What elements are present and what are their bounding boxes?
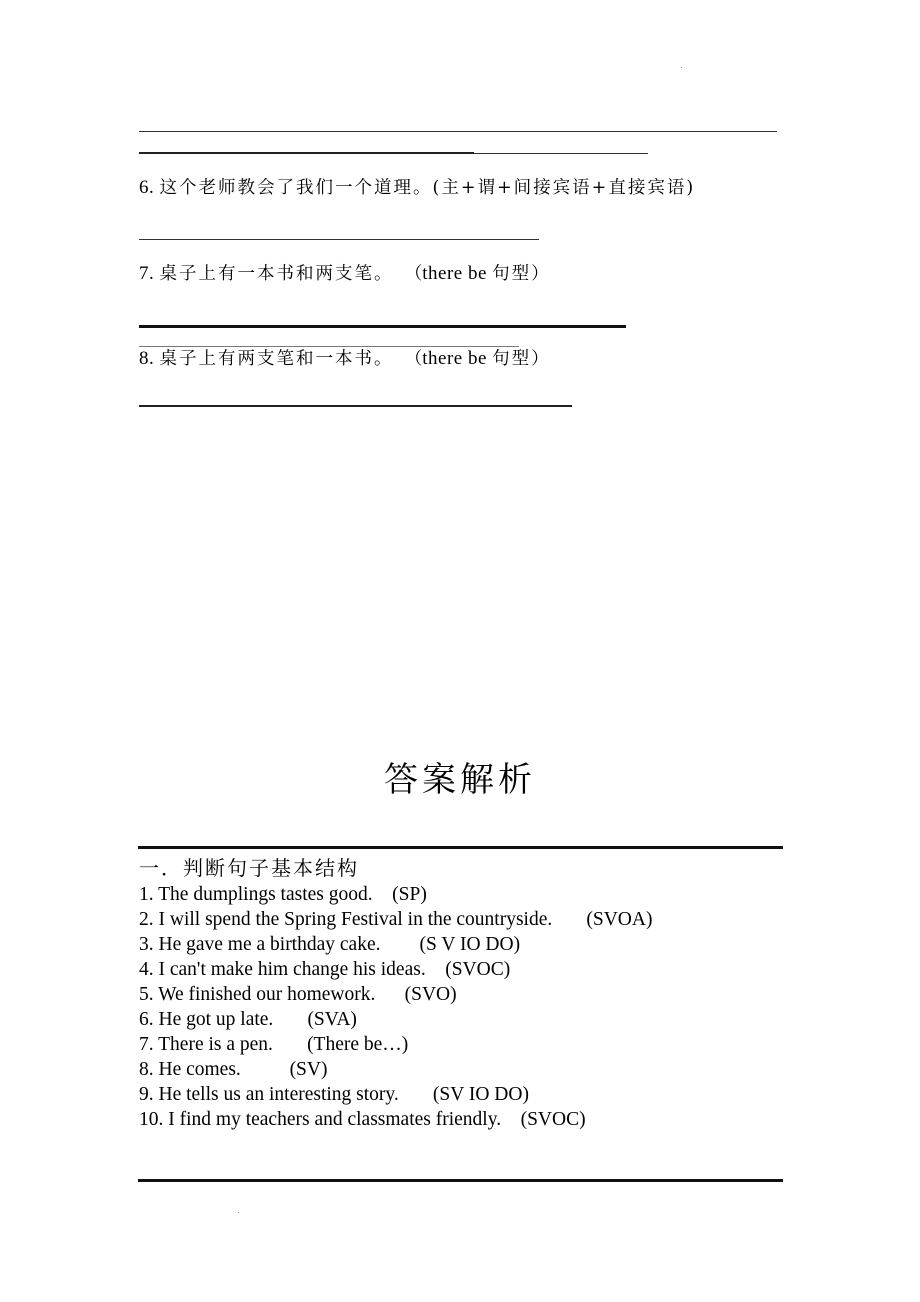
hint-en: there be	[422, 348, 487, 369]
answer-item	[139, 1107, 652, 1132]
section-rule-bottom	[138, 1179, 783, 1182]
question-text: 这个老师教会了我们一个道理。(主+谓+间接宾语+直接宾语)	[159, 178, 696, 198]
scan-speck	[238, 1212, 239, 1213]
answer-structure: (SVOC)	[445, 959, 511, 980]
answer-structure: (SV)	[289, 1059, 328, 1080]
question-number: 6.	[139, 177, 155, 198]
answer-item	[139, 957, 652, 982]
answer-line-6	[139, 239, 539, 240]
hint-open: （	[404, 264, 423, 284]
question-7	[139, 260, 551, 285]
answer-line-8	[139, 405, 572, 407]
scan-speck	[681, 67, 682, 68]
answer-sentence: 10. I find my teachers and classmates friendly.	[139, 1109, 502, 1130]
answer-structure: (SVOA)	[586, 909, 653, 930]
answer-sentence: 9. He tells us an interesting story.	[139, 1084, 399, 1105]
answer-item	[139, 982, 652, 1007]
question-number: 7.	[139, 263, 155, 284]
hint-en: there be	[422, 263, 487, 284]
hint-open: （	[404, 349, 423, 369]
section-rule-top	[138, 846, 783, 849]
answer-item	[139, 1082, 652, 1107]
answer-sentence: 6. He got up late.	[139, 1009, 274, 1030]
answer-structure: (SVOC)	[520, 1109, 586, 1130]
answer-line-7	[139, 325, 626, 328]
answer-list	[139, 882, 652, 1132]
question-number: 8.	[139, 348, 155, 369]
answer-item	[139, 907, 652, 932]
answer-structure: (S V IO DO)	[419, 934, 521, 955]
section-heading: 一．判断句子基本结构	[139, 856, 359, 880]
answer-structure: (SV IO DO)	[432, 1084, 529, 1105]
question-6	[139, 174, 695, 199]
answer-line	[474, 153, 648, 154]
answer-item	[139, 1007, 652, 1032]
answer-item	[139, 932, 652, 957]
answer-line	[139, 152, 474, 154]
answer-structure: (SVA)	[307, 1009, 357, 1030]
answer-sentence: 2. I will spend the Spring Festival in the countryside.	[139, 909, 553, 930]
answer-structure: (There be…)	[307, 1034, 409, 1055]
answer-structure: (SP)	[392, 884, 427, 905]
answer-item	[139, 1032, 652, 1057]
answer-sentence: 7. There is a pen.	[139, 1034, 273, 1055]
question-8	[139, 345, 551, 370]
answer-key-title: 答案解析	[384, 760, 536, 800]
answer-structure: (SVO)	[404, 984, 457, 1005]
answer-sentence: 4. I can't make him change his ideas.	[139, 959, 426, 980]
answer-item	[139, 882, 652, 907]
answer-sentence: 1. The dumplings tastes good.	[139, 884, 373, 905]
hint-cn: 句型）	[492, 264, 551, 284]
question-text: 桌子上有两支笔和一本书。	[159, 349, 394, 369]
answer-sentence: 5. We finished our homework.	[139, 984, 376, 1005]
hint-cn: 句型）	[492, 349, 551, 369]
answer-sentence: 3. He gave me a birthday cake.	[139, 934, 381, 955]
answer-line	[139, 131, 777, 132]
answer-item	[139, 1057, 652, 1082]
answer-sentence: 8. He comes.	[139, 1059, 241, 1080]
question-text: 桌子上有一本书和两支笔。	[159, 264, 394, 284]
